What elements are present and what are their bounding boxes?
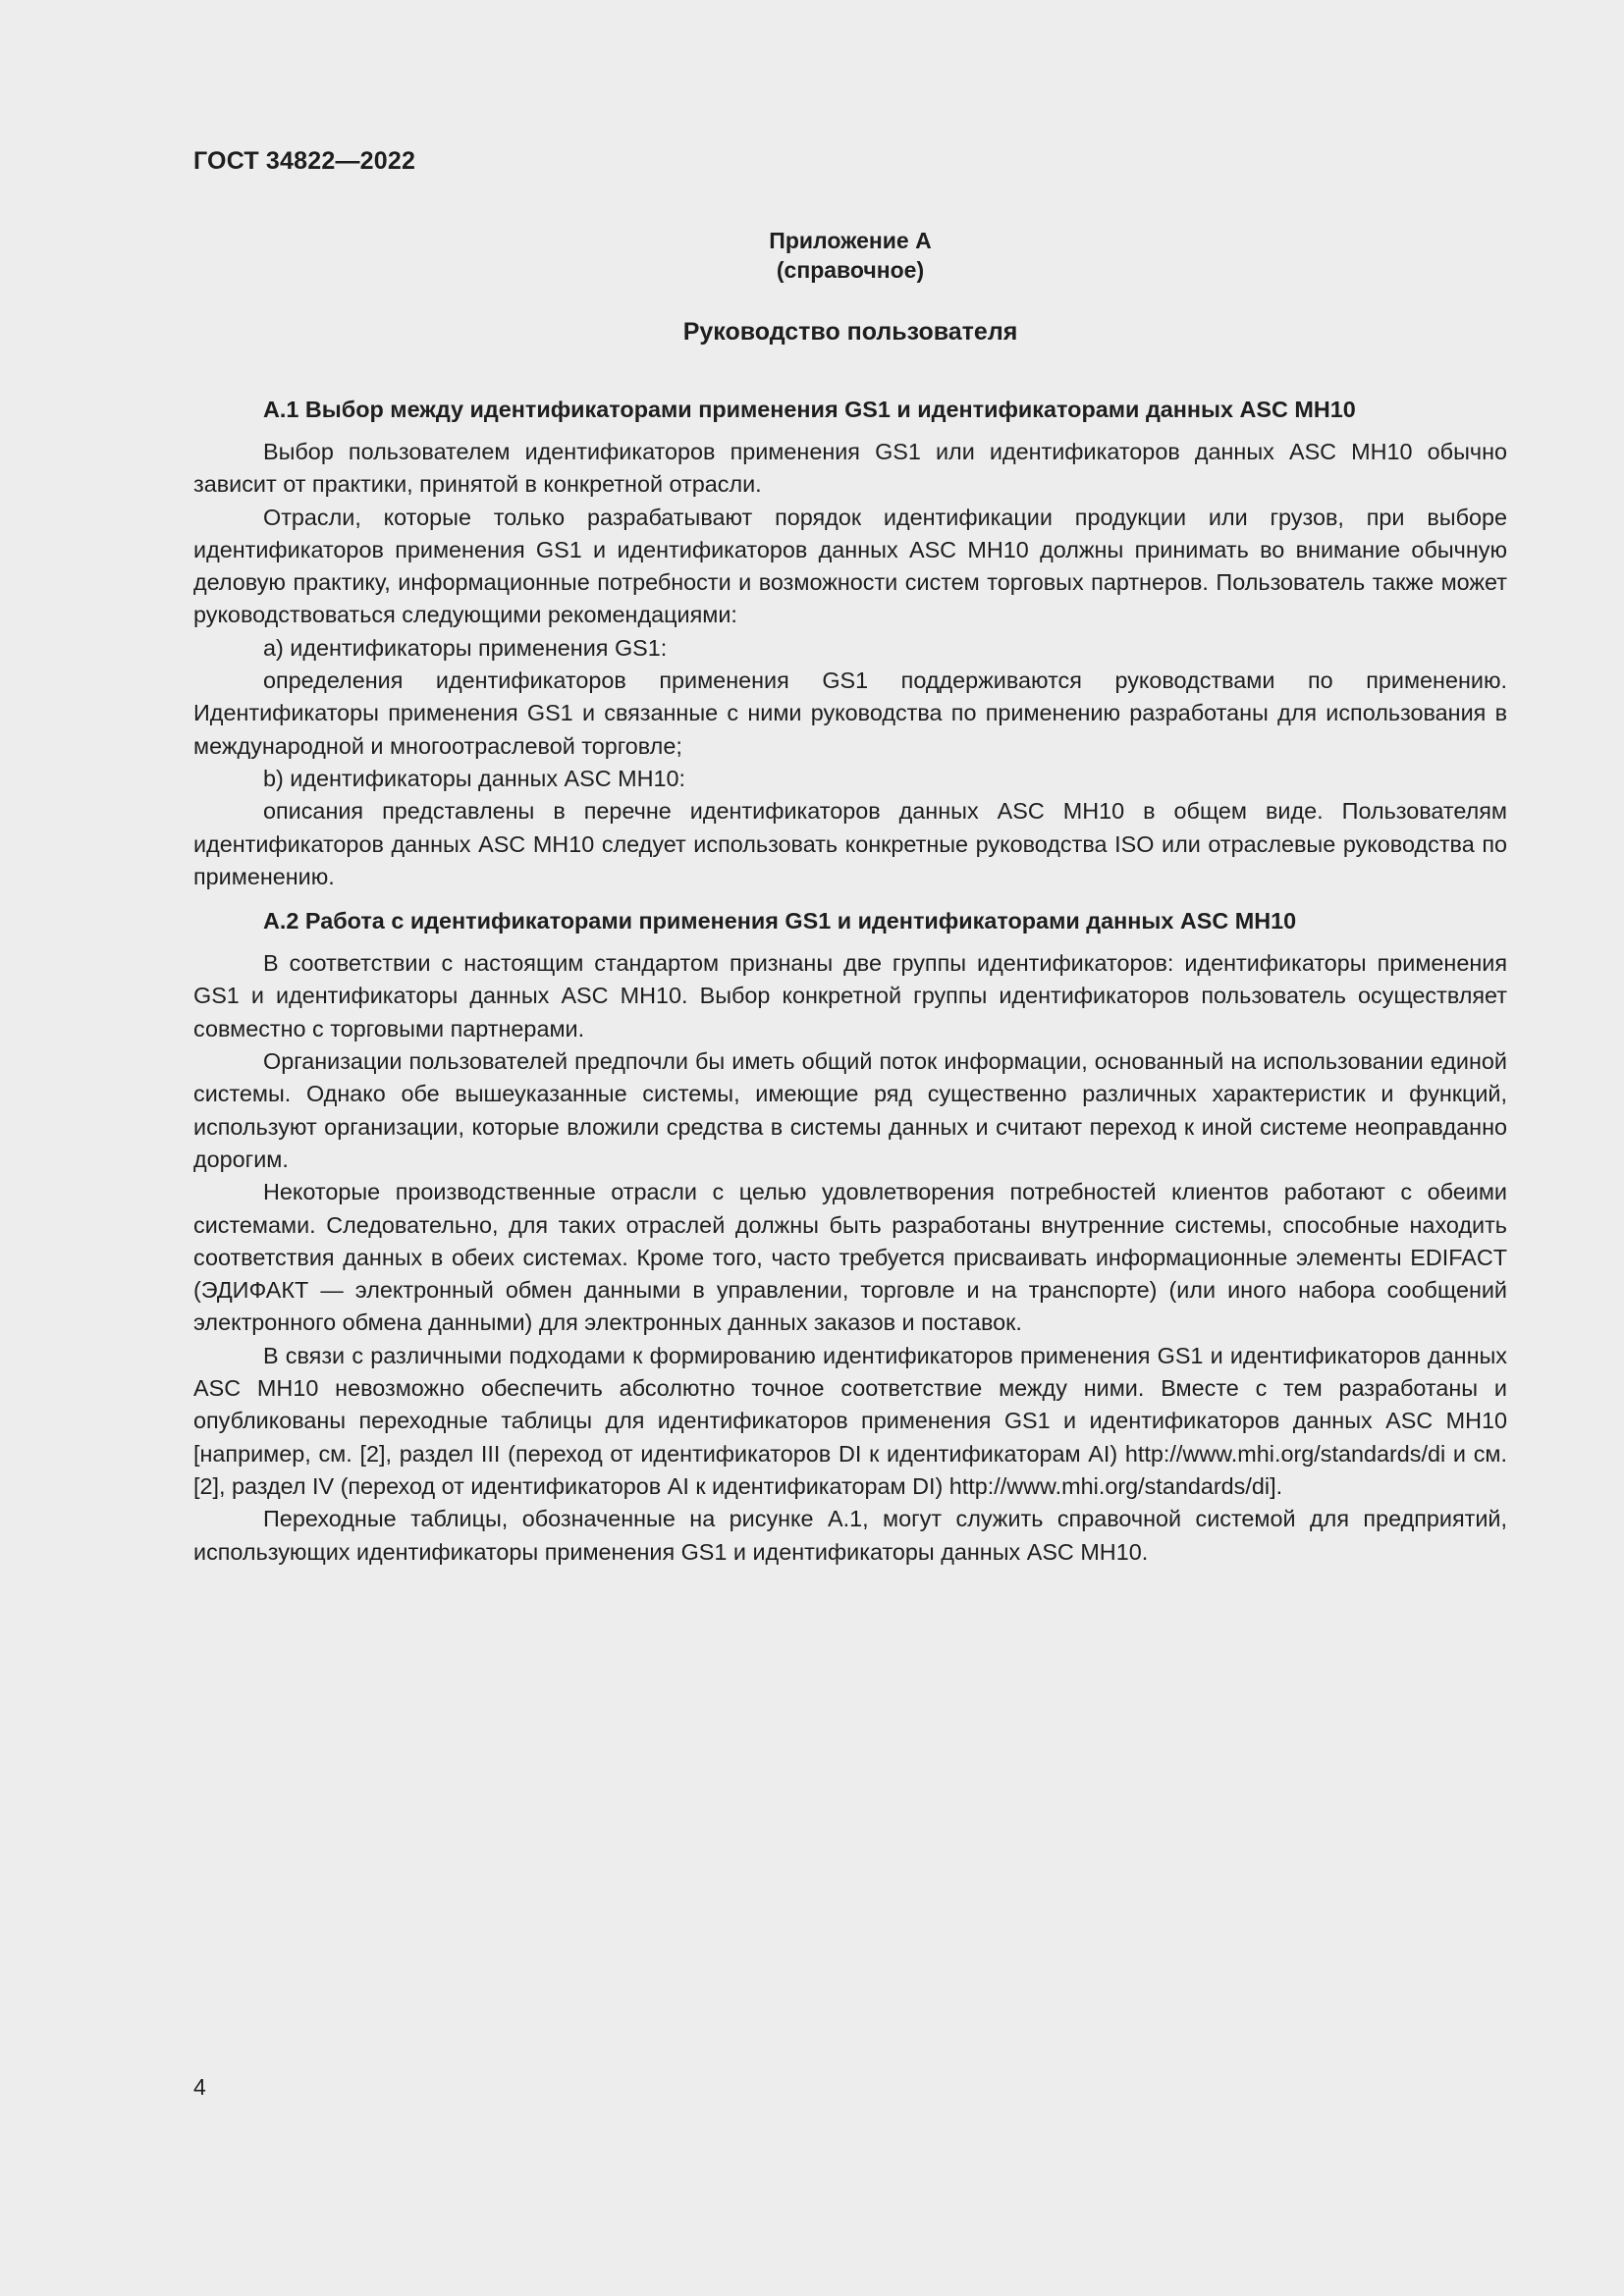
page-number: 4 — [193, 2074, 206, 2100]
appendix-heading — [193, 226, 1507, 285]
document-code-header: ГОСТ 34822—2022 — [193, 147, 416, 175]
paragraph: описания представлены в перечне идентификаторов данных ASC MH10 в общем виде. Пользователям идентификаторов данных ASC MH10 следует использовать конкретные руководства ISO или отраслевые руководства по применению. — [193, 798, 1507, 889]
paragraph: Организации пользователей предпочли бы иметь общий поток информации, основанный на использовании единой системы. Однако обе вышеуказанные системы, имеющие ряд существенно различных характеристик и функций, используют организации, которые вложили средства в системы данных и считают переход к иной системе неоправданно дорогим. — [193, 1048, 1507, 1172]
appendix-type: (справочное) — [776, 257, 925, 283]
appendix-title: Приложение А — [769, 228, 932, 253]
paragraph: В соответствии с настоящим стандартом признаны две группы идентификаторов: идентификаторы применения GS1 и идентификаторы данных ASC MH10. Выбор конкретной группы идентификаторов пользователь осуществляет совместно с торговыми партнерами. — [193, 950, 1507, 1041]
list-item-a: а) идентификаторы применения GS1: — [263, 634, 668, 661]
list-item-b: b) идентификаторы данных ASC MH10: — [263, 765, 686, 791]
paragraph: Некоторые производственные отрасли с целью удовлетворения потребностей клиентов работают с обеими системами. Следовательно, для таких отраслей должны быть разработаны внутренние системы, способные находить соответствия данных в обеих системах. Кроме того, часто требуется присваивать информационные элементы EDIFACT (ЭДИФАКТ — электронный обмен данными в управлении, торговле и на транспорте) (или иного набора сообщений электронного обмена данными) для электронных данных заказов и поставок. — [193, 1179, 1507, 1336]
document-body — [193, 393, 1507, 1569]
section-heading-a2: А.2 Работа с идентификаторами применения GS1 и идентификаторами данных ASC MH10 — [263, 908, 1297, 934]
paragraph: Отрасли, которые только разрабатывают порядок идентификации продукции или грузов, при выборе идентификаторов применения GS1 и идентификаторов данных ASC MH10 должны принимать во внимание обычную деловую практику, информационные потребности и возможности систем торговых партнеров. Пользователь также может руководствоваться следующими рекомендациями: — [193, 504, 1507, 628]
guide-title: Руководство пользователя — [682, 318, 1018, 346]
paragraph: Переходные таблицы, обозначенные на рисунке А.1, могут служить справочной системой для предприятий, использующих идентификаторы применения GS1 и идентификаторы данных ASC MH10. — [193, 1506, 1507, 1565]
paragraph: определения идентификаторов применения GS1 поддерживаются руководствами по применению. Идентификаторы применения GS1 и связанные с ними руководства по применению разработаны для использования в международной и многоотраслевой торговле; — [193, 667, 1507, 759]
paragraph: Выбор пользователем идентификаторов применения GS1 или идентификаторов данных ASC MH10 обычно зависит от практики, принятой в конкретной отрасли. — [193, 439, 1507, 498]
paragraph: В связи с различными подходами к формированию идентификаторов применения GS1 и идентификаторов данных ASC MH10 невозможно обеспечить абсолютно точное соответствие между ними. Вместе с тем разработаны и опубликованы переходные таблицы для идентификаторов применения GS1 и идентификаторов данных ASC MH10 [например, см. [2], раздел III (переход от идентификаторов DI к идентификаторам AI) http://www.mhi.org/standards/di и см. [2], раздел IV (переход от идентификаторов AI к идентификаторам DI) http://www.mhi.org/standards/di]. — [193, 1342, 1507, 1499]
section-heading-a1: А.1 Выбор между идентификаторами применения GS1 и идентификаторами данных ASC MH10 — [263, 397, 1356, 422]
